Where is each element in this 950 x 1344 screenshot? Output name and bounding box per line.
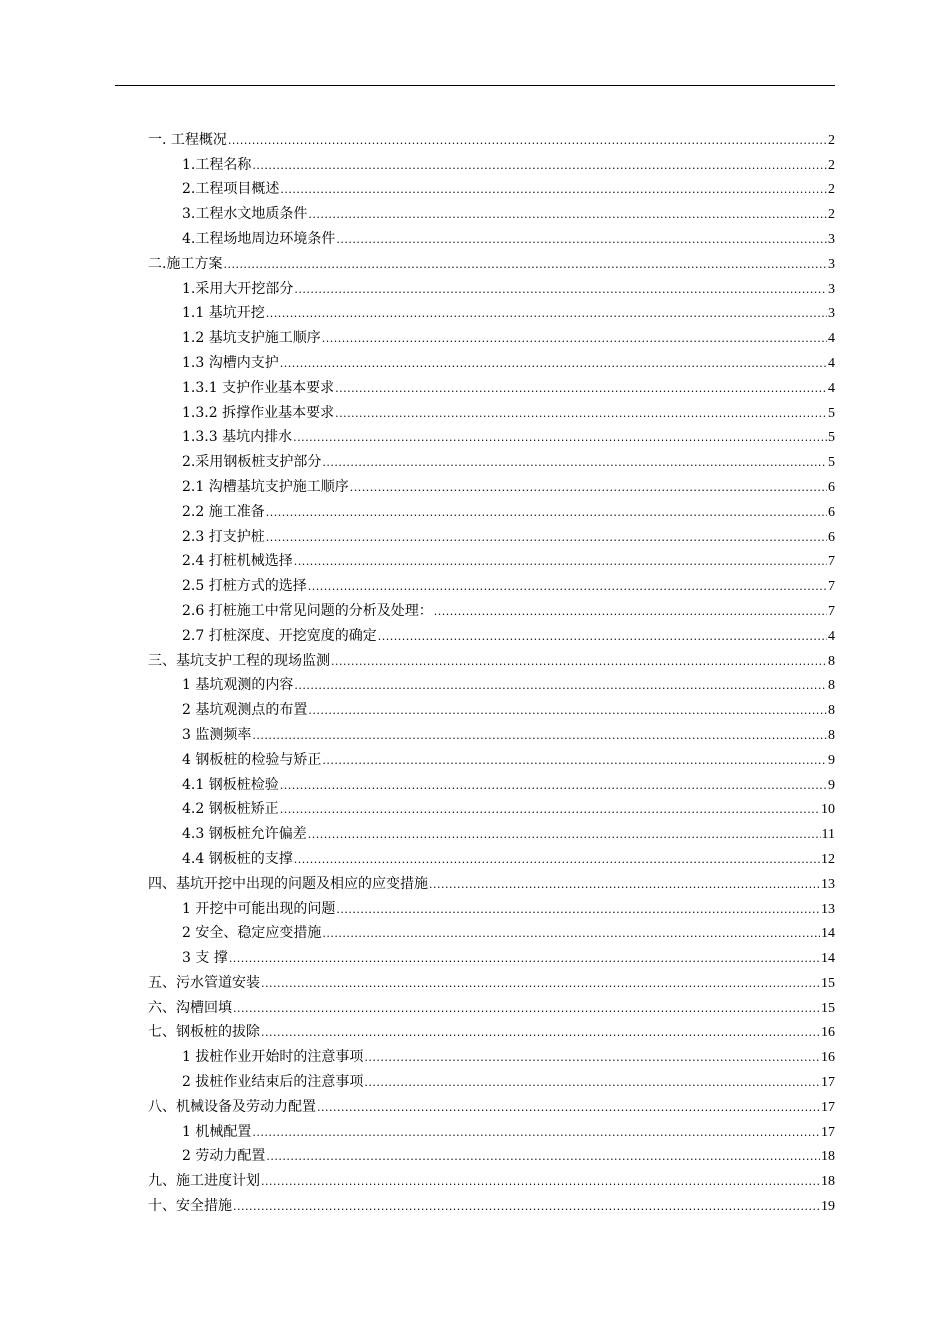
toc-dot-leader (322, 332, 827, 345)
toc-entry-title: 九、施工进度计划 (148, 1173, 260, 1190)
toc-entry[interactable] (148, 446, 835, 471)
toc-entry-title: 十、安全措施 (148, 1198, 232, 1215)
toc-entry[interactable] (148, 694, 835, 719)
toc-dot-leader (233, 1200, 820, 1213)
toc-entry[interactable] (148, 546, 835, 571)
toc-entry-page-number: 2 (828, 207, 835, 223)
toc-entry-page-number: 13 (821, 876, 835, 892)
toc-dot-leader (317, 1101, 820, 1114)
toc-entry[interactable] (148, 942, 835, 967)
toc-entry[interactable] (148, 1066, 835, 1091)
toc-entry[interactable] (148, 620, 835, 645)
toc-entry-page-number: 4 (828, 380, 835, 396)
toc-entry-page-number: 12 (821, 851, 835, 867)
toc-entry-title: 3 监测频率 (182, 726, 252, 743)
toc-entry[interactable] (148, 769, 835, 794)
toc-entry-page-number: 4 (828, 628, 835, 644)
toc-entry-title: 4.2 钢板桩矫正 (182, 801, 279, 818)
toc-entry-title: 2.工程项目概述 (182, 181, 280, 198)
toc-entry-title: 2 拔桩作业结束后的注意事项 (182, 1074, 364, 1091)
toc-entry[interactable] (148, 670, 835, 695)
toc-entry-title: 4 钢板桩的检验与矫正 (182, 751, 322, 768)
toc-entry[interactable] (148, 744, 835, 769)
toc-entry[interactable] (148, 645, 835, 670)
toc-entry[interactable] (148, 893, 835, 918)
toc-entry-title: 1 拔桩作业开始时的注意事项 (182, 1049, 364, 1066)
toc-dot-leader (261, 1026, 820, 1039)
toc-entry-page-number: 8 (828, 703, 835, 719)
toc-entry-page-number: 16 (821, 1025, 835, 1041)
toc-dot-leader (294, 555, 827, 568)
toc-dot-leader (261, 1175, 820, 1188)
toc-entry-page-number: 8 (828, 653, 835, 669)
toc-entry-page-number: 3 (828, 306, 835, 322)
toc-entry-page-number: 13 (821, 901, 835, 917)
toc-dot-leader (322, 456, 827, 469)
toc-entry-page-number: 4 (828, 355, 835, 371)
toc-entry[interactable] (148, 397, 835, 422)
toc-entry[interactable] (148, 1116, 835, 1141)
toc-entry-title: 3.工程水文地质条件 (182, 206, 308, 223)
toc-entry-page-number: 19 (821, 1199, 835, 1215)
toc-entry-title: 2.1 沟槽基坑支护施工顺序 (182, 478, 349, 495)
toc-entry-title: 2.5 打桩方式的选择 (182, 578, 307, 595)
toc-entry-title: 1.3.1 支护作业基本要求 (182, 379, 335, 396)
toc-entry-page-number: 15 (821, 975, 835, 991)
toc-entry-title: 4.4 钢板桩的支撑 (182, 850, 293, 867)
toc-entry[interactable] (148, 273, 835, 298)
toc-entry-title: 3 支 撑 (182, 950, 228, 967)
toc-dot-leader (294, 283, 827, 296)
toc-entry[interactable] (148, 967, 835, 992)
toc-entry-title: 八、机械设备及劳动力配置 (148, 1098, 316, 1115)
toc-dot-leader (233, 1002, 820, 1015)
toc-dot-leader (280, 803, 820, 816)
toc-entry[interactable] (148, 1041, 835, 1066)
toc-entry[interactable] (148, 1017, 835, 1042)
toc-entry-page-number: 10 (821, 802, 835, 818)
toc-entry-page-number: 17 (821, 1075, 835, 1091)
toc-entry-title: 1.1 基坑开挖 (182, 305, 265, 322)
toc-entry[interactable] (148, 843, 835, 868)
toc-dot-leader (266, 1150, 820, 1163)
toc-dot-leader (335, 407, 827, 420)
toc-dot-leader (336, 903, 820, 916)
toc-dot-leader (308, 704, 827, 717)
toc-entry-page-number: 16 (821, 1050, 835, 1066)
toc-entry-page-number: 8 (828, 727, 835, 743)
toc-dot-leader (335, 382, 827, 395)
toc-dot-leader (322, 927, 820, 940)
toc-dot-leader (294, 679, 827, 692)
toc-dot-leader (308, 580, 827, 593)
toc-entry[interactable] (148, 818, 835, 843)
toc-entry[interactable] (148, 223, 835, 248)
toc-entry[interactable] (148, 149, 835, 174)
toc-dot-leader (280, 357, 827, 370)
toc-entry-page-number: 5 (828, 405, 835, 421)
toc-entry[interactable] (148, 1091, 835, 1116)
header-rule (115, 85, 835, 86)
toc-dot-leader (331, 655, 827, 668)
toc-dot-leader (336, 233, 827, 246)
toc-entry-page-number: 18 (821, 1149, 835, 1165)
toc-entry-page-number: 9 (828, 752, 835, 768)
toc-entry[interactable] (148, 174, 835, 199)
toc-entry-title: 1 机械配置 (182, 1123, 252, 1140)
toc-dot-leader (252, 729, 827, 742)
toc-dot-leader (266, 307, 827, 320)
toc-entry-title: 五、污水管道安装 (148, 974, 260, 991)
toc-entry-page-number: 7 (828, 579, 835, 595)
toc-entry[interactable] (148, 198, 835, 223)
toc-dot-leader (266, 506, 827, 519)
toc-entry-title: 二.施工方案 (148, 255, 223, 272)
toc-dot-leader (252, 1126, 820, 1139)
toc-dot-leader (308, 828, 821, 841)
toc-entry-page-number: 3 (828, 256, 835, 272)
toc-dot-leader (280, 779, 827, 792)
toc-entry-page-number: 7 (828, 603, 835, 619)
toc-dot-leader (293, 431, 827, 444)
toc-entry-page-number: 2 (828, 182, 835, 198)
toc-dot-leader (378, 630, 827, 643)
toc-entry-title: 七、钢板桩的拔除 (148, 1024, 260, 1041)
toc-entry[interactable] (148, 124, 835, 149)
toc-entry-page-number: 14 (821, 926, 835, 942)
toc-entry-title: 1 开挖中可能出现的问题 (182, 900, 336, 917)
toc-entry[interactable] (148, 471, 835, 496)
toc-entry-page-number: 5 (828, 430, 835, 446)
toc-entry-title: 1.3 沟槽内支护 (182, 354, 279, 371)
toc-entry-page-number: 18 (821, 1174, 835, 1190)
toc-entry-page-number: 4 (828, 331, 835, 347)
table-of-contents (148, 124, 835, 1215)
toc-dot-leader (364, 1076, 820, 1089)
toc-dot-leader (350, 481, 827, 494)
toc-entry-title: 一. 工程概况 (148, 131, 227, 148)
toc-entry[interactable] (148, 868, 835, 893)
toc-dot-leader (364, 1051, 820, 1064)
toc-entry-page-number: 15 (821, 1000, 835, 1016)
toc-entry[interactable] (148, 794, 835, 819)
toc-entry-title: 4.3 钢板桩允许偏差 (182, 826, 307, 843)
toc-entry[interactable] (148, 992, 835, 1017)
toc-entry-title: 4.工程场地周边环境条件 (182, 230, 336, 247)
toc-dot-leader (252, 159, 827, 172)
toc-entry[interactable] (148, 496, 835, 521)
toc-entry[interactable] (148, 1190, 835, 1215)
toc-entry-page-number: 6 (828, 529, 835, 545)
toc-entry[interactable] (148, 1165, 835, 1190)
toc-dot-leader (229, 952, 820, 965)
toc-dot-leader (228, 134, 827, 147)
toc-dot-leader (434, 605, 827, 618)
toc-entry-page-number: 2 (828, 132, 835, 148)
toc-entry-title: 2 安全、稳定应变措施 (182, 925, 322, 942)
toc-entry-page-number: 5 (828, 455, 835, 471)
toc-entry-title: 2.2 施工准备 (182, 503, 265, 520)
toc-entry-page-number: 8 (828, 678, 835, 694)
toc-entry-page-number: 6 (828, 504, 835, 520)
toc-entry-title: 1 基坑观测的内容 (182, 677, 294, 694)
toc-dot-leader (429, 878, 820, 891)
toc-entry-page-number: 17 (821, 1124, 835, 1140)
toc-entry-title: 2.采用钢板桩支护部分 (182, 454, 322, 471)
toc-dot-leader (322, 754, 827, 767)
toc-dot-leader (294, 853, 820, 866)
toc-entry-page-number: 3 (828, 231, 835, 247)
toc-entry-page-number: 2 (828, 157, 835, 173)
toc-entry-title: 2.6 打桩施工中常见问题的分析及处理： (182, 602, 433, 619)
toc-entry-title: 1.2 基坑支护施工顺序 (182, 330, 321, 347)
toc-entry[interactable] (148, 372, 835, 397)
toc-entry-title: 2.3 打支护桩 (182, 528, 265, 545)
toc-dot-leader (261, 977, 820, 990)
toc-entry-title: 1.3.2 拆撑作业基本要求 (182, 404, 335, 421)
toc-entry[interactable] (148, 918, 835, 943)
toc-entry-page-number: 7 (828, 554, 835, 570)
toc-entry[interactable] (148, 595, 835, 620)
toc-entry[interactable] (148, 521, 835, 546)
toc-entry-title: 1.3.3 基坑内排水 (182, 429, 293, 446)
toc-dot-leader (280, 183, 827, 196)
toc-entry[interactable] (148, 347, 835, 372)
toc-entry-page-number: 3 (828, 281, 835, 297)
toc-entry[interactable] (148, 422, 835, 447)
toc-entry-title: 4.1 钢板桩检验 (182, 776, 279, 793)
toc-entry-page-number: 6 (828, 479, 835, 495)
toc-entry-page-number: 11 (821, 827, 835, 843)
toc-entry-title: 2.4 打桩机械选择 (182, 553, 293, 570)
toc-entry-title: 1.采用大开挖部分 (182, 280, 294, 297)
toc-dot-leader (308, 208, 827, 221)
toc-entry-page-number: 9 (828, 777, 835, 793)
toc-entry[interactable] (148, 322, 835, 347)
toc-entry[interactable] (148, 719, 835, 744)
toc-dot-leader (223, 258, 827, 271)
toc-entry-title: 三、基坑支护工程的现场监测 (148, 652, 330, 669)
toc-dot-leader (266, 531, 827, 544)
toc-entry-page-number: 14 (821, 951, 835, 967)
toc-entry-title: 四、基坑开挖中出现的问题及相应的应变措施 (148, 875, 428, 892)
toc-entry-page-number: 17 (821, 1099, 835, 1115)
toc-entry[interactable] (148, 570, 835, 595)
toc-entry[interactable] (148, 1141, 835, 1166)
toc-entry-title: 2 劳动力配置 (182, 1148, 266, 1165)
toc-entry-title: 1.工程名称 (182, 156, 252, 173)
toc-entry-title: 2.7 打桩深度、开挖宽度的确定 (182, 627, 377, 644)
toc-entry[interactable] (148, 248, 835, 273)
toc-entry-title: 2 基坑观测点的布置 (182, 702, 308, 719)
toc-entry-title: 六、沟槽回填 (148, 999, 232, 1016)
toc-entry[interactable] (148, 298, 835, 323)
